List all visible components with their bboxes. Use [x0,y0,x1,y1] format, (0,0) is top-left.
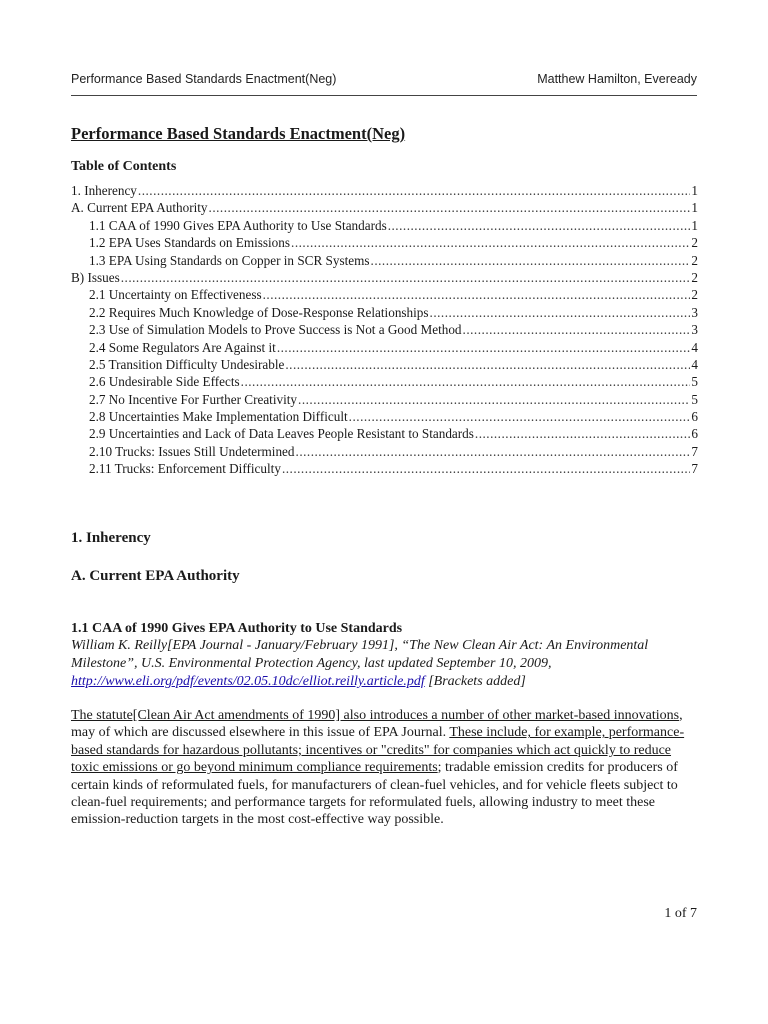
toc-entry-page: 6 [691,409,698,425]
toc-leader-dots [298,392,690,408]
citation-suffix: [Brackets added] [424,674,526,689]
citation [71,637,701,691]
toc-entry-label: 2.11 Trucks: Enforcement Difficulty [89,461,281,477]
toc-entry-label: 2.4 Some Regulators Are Against it [89,339,276,355]
toc-entry-page: 1 [691,183,698,198]
toc-leader-dots [371,253,691,269]
toc-entry[interactable] [71,287,698,304]
toc-entry-label: 2.9 Uncertainties and Lack of Data Leaves People Resistant to Standards [89,426,474,442]
toc-entry-label: 2.10 Trucks: Issues Still Undetermined [89,443,295,459]
toc-entry-page: 7 [691,443,698,459]
plain-text: ; tradable emission credits for producers of certain kinds of reformulated fuels, for manufacturers of clean-fuel vehicles, and for vehicle fleets subject to clean-fuel requirements; and performance targets for reformulated fuels, allowing industry to meet these emission-reduction targets in the most cost-effective way possible. [71,760,678,828]
header-title: Performance Based Standards Enactment(Neg) [71,72,337,86]
toc-entry[interactable] [71,340,698,357]
toc-entry-page: 5 [691,391,698,407]
toc-leader-dots [296,444,691,460]
toc-entry[interactable] [71,392,698,409]
toc-entry-label: 1.1 CAA of 1990 Gives EPA Authority to Use Standards [89,217,387,233]
toc-entry[interactable] [71,409,698,426]
toc-entry[interactable] [71,183,698,200]
toc-entry-label: 2.7 No Incentive For Further Creativity [89,391,298,407]
toc-entry-label: 2.2 Requires Much Knowledge of Dose-Response Relationships [89,304,429,320]
toc-entry[interactable] [71,200,698,217]
page-number: 1 of 7 [664,906,697,921]
toc-entry-page: 7 [691,461,698,477]
body-paragraph [71,707,701,829]
toc-leader-dots [121,270,691,286]
toc-entry[interactable] [71,461,698,478]
header-author: Matthew Hamilton, Eveready [537,72,697,86]
toc-entry-label: 2.5 Transition Difficulty Undesirable [89,356,285,372]
toc-heading: Table of Contents [71,159,177,174]
toc-leader-dots [263,287,691,303]
table-of-contents [71,183,698,479]
toc-entry[interactable] [71,235,698,252]
toc-entry[interactable] [71,305,698,322]
toc-leader-dots [475,426,691,442]
heading-inherency: 1. Inherency [71,530,151,546]
toc-entry-label: 2.8 Uncertainties Make Implementation Difficult [89,409,348,425]
toc-entry-page: 4 [691,339,698,355]
toc-entry-page: 2 [691,252,698,268]
toc-leader-dots [282,461,690,477]
underlined-text: The statute[Clean Air Act amendments of 1990] also introduces a number of other market-based innovations [71,708,680,723]
plain-text: , may of which are discussed elsewhere in this issue of EPA Journal. [71,708,683,741]
citation-text: William K. Reilly[EPA Journal - January/February 1991], “The New Clean Air Act: An Environmental Milestone”, U.S. Environmental Protection Agency, last updated September 10, 2009, [71,638,649,671]
toc-entry-page: 3 [691,304,698,320]
toc-entry-label: B) Issues [71,269,120,285]
toc-leader-dots [277,340,691,356]
toc-entry-label: 1.2 EPA Uses Standards on Emissions [89,235,291,251]
document-title: Performance Based Standards Enactment(Neg) [71,124,406,143]
toc-entry[interactable] [71,357,698,374]
toc-entry[interactable] [71,426,698,443]
toc-leader-dots [388,218,691,234]
toc-entry[interactable] [71,270,698,287]
running-header [71,72,697,86]
toc-entry-page: 2 [691,287,698,303]
toc-entry[interactable] [71,444,698,461]
toc-leader-dots [285,357,690,373]
toc-leader-dots [291,235,690,251]
toc-leader-dots [241,374,691,390]
toc-entry-page: 3 [691,322,698,338]
toc-leader-dots [209,200,691,216]
toc-leader-dots [138,183,691,199]
toc-entry-page: 4 [691,356,698,372]
heading-current-epa-authority: A. Current EPA Authority [71,568,240,584]
toc-entry[interactable] [71,322,698,339]
toc-entry[interactable] [71,218,698,235]
toc-entry[interactable] [71,374,698,391]
heading-caa-1990: 1.1 CAA of 1990 Gives EPA Authority to Use Standards [71,621,403,636]
toc-leader-dots [430,305,691,321]
citation-link[interactable]: http://www.eli.org/pdf/events/02.05.10dc/elliot.reilly.article.pdf [71,674,425,689]
toc-entry-page: 1 [691,200,698,216]
header-rule [71,95,697,96]
toc-entry-label: 1.3 EPA Using Standards on Copper in SCR Systems [89,252,370,268]
toc-entry-page: 2 [691,235,698,251]
toc-entry-label: A. Current EPA Authority [71,200,208,216]
underlined-text: These include, for example, performance-based standards for hazardous pollutants; incentives or "credits" for companies which act quickly to reduce toxic emissions or go beyond minimum compliance requirements [71,725,685,776]
toc-entry-page: 6 [691,426,698,442]
toc-leader-dots [463,322,691,338]
toc-entry[interactable] [71,253,698,270]
toc-entry-label: 2.1 Uncertainty on Effectiveness [89,287,262,303]
toc-leader-dots [349,409,691,425]
toc-entry-page: 1 [691,217,698,233]
toc-entry-page: 2 [691,269,698,285]
toc-entry-page: 5 [691,374,698,390]
toc-entry-label: 2.6 Undesirable Side Effects [89,374,240,390]
toc-entry-label: 2.3 Use of Simulation Models to Prove Success is Not a Good Method [89,322,462,338]
toc-entry-label: 1. Inherency [71,183,137,198]
